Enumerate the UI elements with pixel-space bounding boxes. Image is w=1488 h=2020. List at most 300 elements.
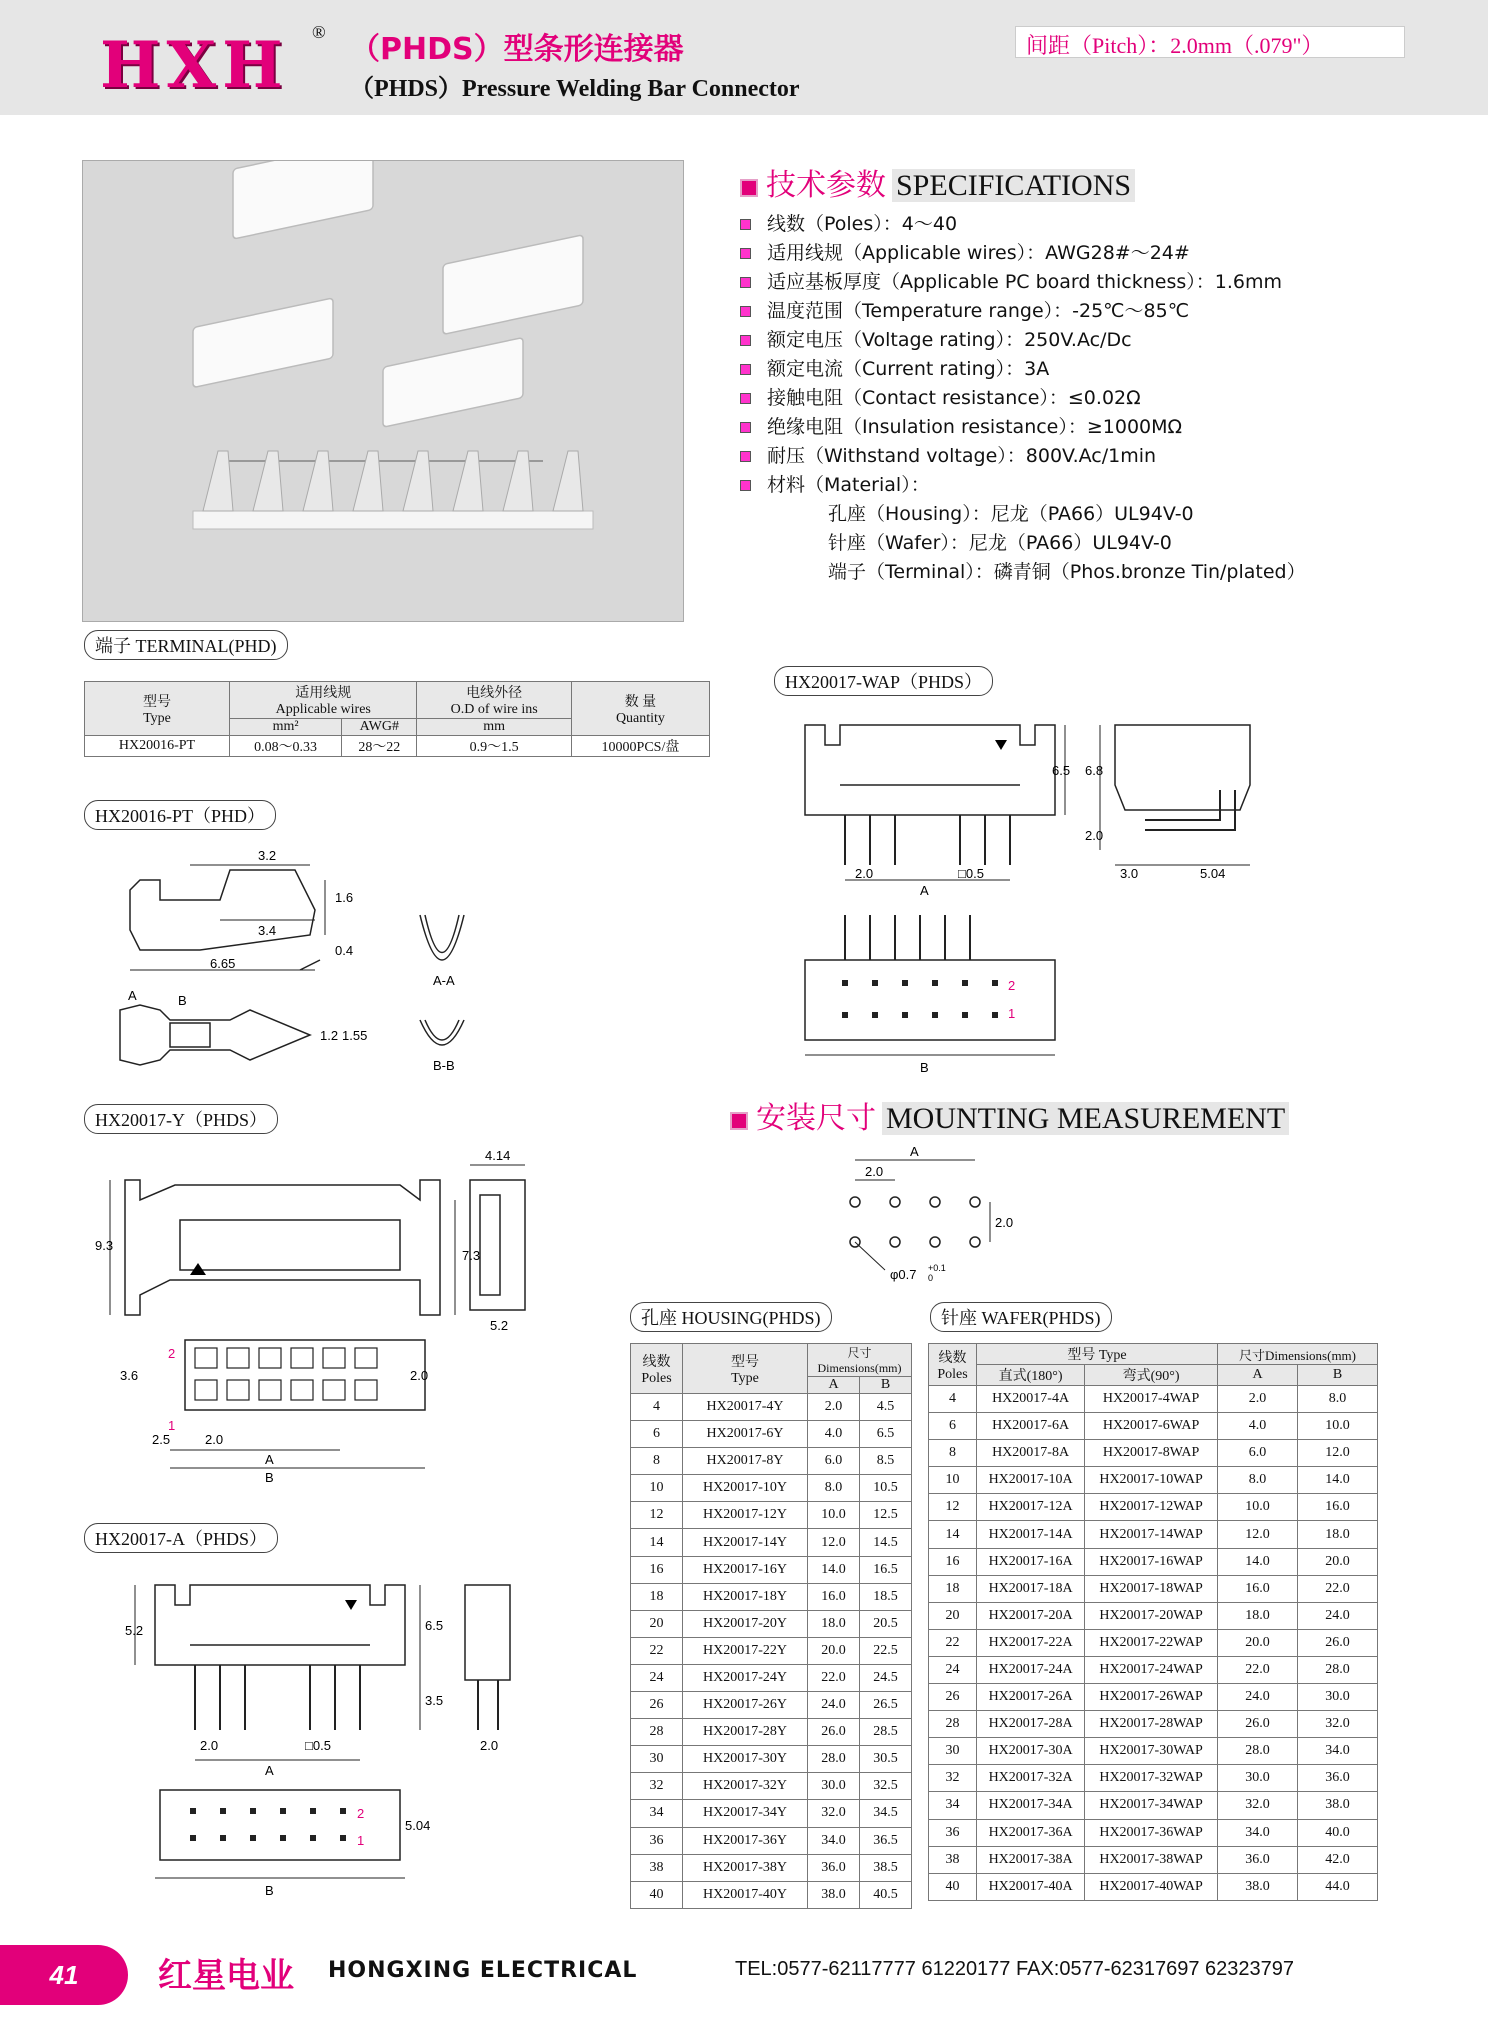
- table-row: [631, 1773, 912, 1800]
- th-poles-cn: 线数: [642, 1354, 671, 1370]
- table-cell: 38: [631, 1854, 683, 1881]
- table-cell: HX20017-32Y: [683, 1773, 808, 1800]
- table-cell: 20.5: [860, 1610, 912, 1637]
- housing-label-cn: 孔座: [641, 1308, 677, 1328]
- table-row: [631, 1854, 912, 1881]
- pin1-triangle-icon: [190, 1263, 206, 1275]
- cell-awg: 28～22: [342, 736, 417, 757]
- dim-6-8: 6.8: [1085, 763, 1104, 778]
- table-cell: 32: [929, 1765, 977, 1792]
- table-cell: 24: [631, 1664, 683, 1691]
- table-row: [929, 1873, 1378, 1900]
- registered-mark: ®: [312, 22, 326, 42]
- table-cell: 42.0: [1298, 1846, 1378, 1873]
- table-row: [929, 1765, 1378, 1792]
- table-cell: 10.0: [1298, 1413, 1378, 1440]
- dim-5-2: 5.2: [490, 1318, 509, 1333]
- dim-3-4: 3.4: [258, 923, 277, 938]
- title-english: （PHDS）Pressure Welding Bar Connector: [350, 76, 800, 102]
- table-row: [929, 1575, 1378, 1602]
- table-cell: 24.0: [1298, 1602, 1378, 1629]
- bullet-icon: [740, 422, 751, 433]
- table-row: [631, 1827, 912, 1854]
- table-cell: 24.5: [860, 1664, 912, 1691]
- material-wafer: 针座（Wafer）：尼龙（PA66）UL94V-0: [828, 532, 1172, 554]
- table-cell: HX20017-32WAP: [1085, 1765, 1218, 1792]
- table-cell: HX20017-6WAP: [1085, 1413, 1218, 1440]
- table-row: [631, 1421, 912, 1448]
- table-row: [929, 1386, 1378, 1413]
- table-cell: 16.5: [860, 1556, 912, 1583]
- table-row: [929, 1413, 1378, 1440]
- dim-6-5: 6.5: [1052, 763, 1071, 778]
- table-row: [929, 1521, 1378, 1548]
- dim-0-4: 0.4: [335, 943, 354, 958]
- table-cell: 30.0: [1298, 1684, 1378, 1711]
- table-cell: 24.0: [1218, 1684, 1298, 1711]
- th-poles: [631, 1344, 683, 1394]
- pin-2: 2: [357, 1806, 365, 1821]
- section-a-a: A-A: [433, 973, 455, 988]
- pin-1: 1: [1008, 1006, 1016, 1021]
- a-drawing-label: HX20017-A（PHDS）: [84, 1523, 278, 1553]
- table-cell: 2.0: [1218, 1386, 1298, 1413]
- housing-drawing: [80, 1140, 550, 1500]
- table-cell: 6.0: [808, 1448, 860, 1475]
- table-cell: HX20017-20A: [977, 1602, 1085, 1629]
- table-cell: HX20017-32A: [977, 1765, 1085, 1792]
- table-cell: HX20017-8WAP: [1085, 1440, 1218, 1467]
- dim-a: A: [910, 1145, 919, 1159]
- table-cell: 28: [929, 1711, 977, 1738]
- table-cell: 30.0: [1218, 1765, 1298, 1792]
- table-cell: 22.5: [860, 1637, 912, 1664]
- table-cell: HX20017-28WAP: [1085, 1711, 1218, 1738]
- table-cell: 26.0: [1218, 1711, 1298, 1738]
- pin-1: 1: [168, 1418, 176, 1433]
- dim-b: B: [265, 1883, 274, 1898]
- th-straight: 直式(180°): [977, 1365, 1085, 1386]
- table-row: [929, 1629, 1378, 1656]
- table-cell: 38.0: [1218, 1873, 1298, 1900]
- table-cell: 6.5: [860, 1421, 912, 1448]
- table-cell: 36: [631, 1827, 683, 1854]
- dim-3-6: 3.6: [120, 1368, 139, 1383]
- housing-table: [630, 1343, 912, 1909]
- dim-9-3: 9.3: [95, 1238, 114, 1253]
- table-cell: HX20017-34Y: [683, 1800, 808, 1827]
- table-row: [929, 1684, 1378, 1711]
- table-cell: 16.0: [1298, 1494, 1378, 1521]
- table-cell: 10.0: [1218, 1494, 1298, 1521]
- table-row: [631, 1719, 912, 1746]
- terminal-table: [84, 681, 710, 757]
- table-cell: 26.0: [808, 1719, 860, 1746]
- table-cell: 8: [631, 1448, 683, 1475]
- table-cell: HX20017-24WAP: [1085, 1656, 1218, 1683]
- table-row: [631, 1692, 912, 1719]
- brand-logo: HXH: [100, 28, 289, 103]
- spec-row: [740, 355, 1306, 384]
- wafer-label-en: WAFER(PHDS): [981, 1308, 1101, 1328]
- table-cell: 34: [631, 1800, 683, 1827]
- table-row: [631, 1529, 912, 1556]
- th-b: B: [860, 1377, 912, 1394]
- th-mm: mm: [417, 719, 571, 736]
- dim-1-6: 1.6: [335, 890, 354, 905]
- table-cell: HX20017-38A: [977, 1846, 1085, 1873]
- mounting-title: [730, 1093, 1289, 1137]
- cell-type: HX20016-PT: [85, 736, 230, 757]
- table-row: [631, 1448, 912, 1475]
- table-cell: HX20017-14WAP: [1085, 1521, 1218, 1548]
- table-cell: 20: [929, 1602, 977, 1629]
- dim-2-0: 2.0: [205, 1432, 224, 1447]
- page-number: 41: [0, 1945, 128, 2005]
- table-cell: HX20017-12A: [977, 1494, 1085, 1521]
- table-cell: 44.0: [1298, 1873, 1378, 1900]
- wafer-table: [928, 1343, 1378, 1901]
- table-cell: 10.0: [808, 1502, 860, 1529]
- dim-6-65: 6.65: [210, 956, 236, 971]
- marker-a: A: [128, 988, 137, 1003]
- th-poles-en: Poles: [641, 1370, 672, 1386]
- dim-pin-0-5: □0.5: [958, 866, 984, 881]
- th-type: [683, 1344, 808, 1394]
- company-name-en: HONGXING ELECTRICAL: [328, 1958, 638, 1983]
- spec-text: 接触电阻（Contact resistance）：≤0.02Ω: [767, 387, 1141, 409]
- table-cell: HX20017-4WAP: [1085, 1386, 1218, 1413]
- table-cell: 12.0: [1298, 1440, 1378, 1467]
- pin1-triangle-icon: [345, 1600, 357, 1610]
- table-cell: 4: [631, 1394, 683, 1421]
- table-cell: 28.5: [860, 1719, 912, 1746]
- table-cell: 38: [929, 1846, 977, 1873]
- bullet-icon: [740, 480, 751, 491]
- table-cell: 20.0: [1298, 1548, 1378, 1575]
- dim-1-55: 1.55: [342, 1028, 368, 1043]
- dim-5-2: 5.2: [125, 1623, 144, 1638]
- th-od: [417, 682, 571, 719]
- th-type: 型号 Type: [977, 1344, 1218, 1365]
- dim-3-2: 3.2: [258, 848, 277, 863]
- table-cell: 32.0: [1298, 1711, 1378, 1738]
- table-cell: HX20017-26Y: [683, 1692, 808, 1719]
- table-cell: HX20017-4A: [977, 1386, 1085, 1413]
- table-row: [631, 1583, 912, 1610]
- company-name-cn: 红星电业: [158, 1956, 294, 1996]
- table-cell: HX20017-16Y: [683, 1556, 808, 1583]
- dim-5-04: 5.04: [405, 1818, 431, 1833]
- table-cell: 32.0: [808, 1800, 860, 1827]
- table-cell: HX20017-10A: [977, 1467, 1085, 1494]
- table-cell: 36: [929, 1819, 977, 1846]
- dim-6-5: 6.5: [425, 1618, 444, 1633]
- table-cell: 4.0: [808, 1421, 860, 1448]
- table-cell: 30.0: [808, 1773, 860, 1800]
- dim-2-5: 2.5: [152, 1432, 171, 1447]
- table-cell: 32: [631, 1773, 683, 1800]
- table-cell: HX20017-26A: [977, 1684, 1085, 1711]
- table-cell: HX20017-8Y: [683, 1448, 808, 1475]
- table-cell: 14.0: [1218, 1548, 1298, 1575]
- table-row: [929, 1494, 1378, 1521]
- table-row: [631, 1556, 912, 1583]
- table-cell: 18: [929, 1575, 977, 1602]
- table-cell: 28.0: [1218, 1738, 1298, 1765]
- cell-mm2: 0.08～0.33: [230, 736, 342, 757]
- th-a: A: [808, 1377, 860, 1394]
- dim-2-0-side: 2.0: [480, 1738, 499, 1753]
- bullet-icon: [740, 393, 751, 404]
- th-wires-cn: 适用线规: [295, 686, 352, 701]
- table-cell: HX20017-26WAP: [1085, 1684, 1218, 1711]
- table-cell: 22: [631, 1637, 683, 1664]
- table-row: [631, 1881, 912, 1908]
- table-cell: 10: [631, 1475, 683, 1502]
- dim-7-3: 7.3: [462, 1248, 481, 1263]
- table-cell: HX20017-16WAP: [1085, 1548, 1218, 1575]
- table-row: [631, 1637, 912, 1664]
- pin-2: 2: [1008, 978, 1016, 993]
- dim-a: A: [265, 1763, 274, 1778]
- bullet-icon: [740, 277, 751, 288]
- bullet-icon: [740, 364, 751, 375]
- table-cell: HX20017-14A: [977, 1521, 1085, 1548]
- bullet-icon: [740, 248, 751, 259]
- th-wires-en: Applicable wires: [275, 702, 371, 717]
- dim-4-14: 4.14: [485, 1148, 511, 1163]
- dim-1-2: 1.2: [320, 1028, 339, 1043]
- dim-3-0: 3.0: [1120, 866, 1139, 881]
- table-row: [631, 1475, 912, 1502]
- table-cell: HX20017-18WAP: [1085, 1575, 1218, 1602]
- marker-b: B: [178, 993, 187, 1008]
- th-type-en: Type: [143, 710, 171, 726]
- table-cell: 22.0: [808, 1664, 860, 1691]
- dim-2-0: 2.0: [200, 1738, 219, 1753]
- table-cell: HX20017-36WAP: [1085, 1819, 1218, 1846]
- th-dims: 尺寸Dimensions(mm): [808, 1344, 912, 1377]
- product-photo: [82, 160, 684, 622]
- specifications-title-en: SPECIFICATIONS: [892, 169, 1135, 202]
- table-cell: 12: [929, 1494, 977, 1521]
- table-cell: 14: [929, 1521, 977, 1548]
- table-cell: 36.0: [808, 1854, 860, 1881]
- table-cell: 14.0: [1298, 1467, 1378, 1494]
- table-cell: HX20017-10WAP: [1085, 1467, 1218, 1494]
- spec-text: 材料（Material）：: [767, 474, 930, 496]
- table-cell: 28.0: [808, 1746, 860, 1773]
- table-cell: HX20017-36Y: [683, 1827, 808, 1854]
- table-cell: HX20017-22A: [977, 1629, 1085, 1656]
- spec-row: [740, 384, 1306, 413]
- table-cell: 6.0: [1218, 1440, 1298, 1467]
- table-cell: 32.0: [1218, 1792, 1298, 1819]
- table-cell: HX20017-30Y: [683, 1746, 808, 1773]
- spec-row: [740, 326, 1306, 355]
- table-cell: 40.5: [860, 1881, 912, 1908]
- wafer-label-cn: 针座: [941, 1308, 977, 1328]
- table-cell: 8.5: [860, 1448, 912, 1475]
- table-cell: 36.0: [1298, 1765, 1378, 1792]
- table-cell: 24: [929, 1656, 977, 1683]
- table-row: [929, 1792, 1378, 1819]
- th-a: A: [1218, 1365, 1298, 1386]
- th-awg: AWG#: [342, 719, 417, 736]
- dim-a: A: [265, 1452, 274, 1467]
- hole-tolerance-zero: 0: [928, 1273, 934, 1283]
- hole-diameter: φ0.7: [890, 1267, 917, 1282]
- mounting-title-en: MOUNTING MEASUREMENT: [882, 1102, 1289, 1135]
- table-cell: HX20017-6A: [977, 1413, 1085, 1440]
- table-cell: 28: [631, 1719, 683, 1746]
- table-cell: 30: [631, 1746, 683, 1773]
- dim-2-0: 2.0: [855, 866, 874, 881]
- table-cell: 36.5: [860, 1827, 912, 1854]
- table-cell: 40: [631, 1881, 683, 1908]
- specifications-title-cn: 技术参数: [766, 168, 886, 203]
- th-poles-cn: 线数: [938, 1350, 967, 1366]
- table-cell: 34.5: [860, 1800, 912, 1827]
- table-row: [631, 1394, 912, 1421]
- table-cell: HX20017-28A: [977, 1711, 1085, 1738]
- table-cell: 4: [929, 1386, 977, 1413]
- specifications-title: [740, 160, 1135, 204]
- table-cell: HX20017-16A: [977, 1548, 1085, 1575]
- th-wires: [230, 682, 417, 719]
- spec-text: 适用线规（Applicable wires）：AWG28#～24#: [767, 242, 1190, 264]
- table-cell: HX20017-34A: [977, 1792, 1085, 1819]
- table-cell: 26: [929, 1684, 977, 1711]
- product-photo-illustration: [83, 161, 683, 621]
- table-cell: HX20017-4Y: [683, 1394, 808, 1421]
- pin-1: 1: [357, 1833, 365, 1848]
- table-row: [929, 1819, 1378, 1846]
- table-cell: HX20017-6Y: [683, 1421, 808, 1448]
- table-cell: 6: [631, 1421, 683, 1448]
- table-cell: HX20017-22Y: [683, 1637, 808, 1664]
- table-cell: 24.0: [808, 1692, 860, 1719]
- th-qty: [571, 682, 709, 736]
- table-cell: HX20017-14Y: [683, 1529, 808, 1556]
- table-cell: HX20017-10Y: [683, 1475, 808, 1502]
- table-cell: 40: [929, 1873, 977, 1900]
- terminal-drawing: [80, 840, 500, 1100]
- th-type: [85, 682, 230, 736]
- table-cell: HX20017-22WAP: [1085, 1629, 1218, 1656]
- wap-drawing-label: HX20017-WAP（PHDS）: [774, 666, 993, 696]
- table-cell: 38.0: [808, 1881, 860, 1908]
- pin-2: 2: [168, 1346, 176, 1361]
- dim-2-0-v: 2.0: [410, 1368, 429, 1383]
- spec-row: [740, 442, 1306, 471]
- table-cell: 38.5: [860, 1854, 912, 1881]
- bullet-icon: [740, 219, 751, 230]
- table-cell: HX20017-18Y: [683, 1583, 808, 1610]
- bullet-icon: [740, 335, 751, 346]
- table-cell: HX20017-12WAP: [1085, 1494, 1218, 1521]
- spec-text: 额定电流（Current rating）：3A: [767, 358, 1050, 380]
- table-cell: 30: [929, 1738, 977, 1765]
- table-cell: 34.0: [1298, 1738, 1378, 1765]
- table-cell: 22.0: [1298, 1575, 1378, 1602]
- table-cell: 14.5: [860, 1529, 912, 1556]
- spec-text: 耐压（Withstand voltage）：800V.Ac/1min: [767, 445, 1157, 467]
- th-mm2: mm²: [230, 719, 342, 736]
- th-od-cn: 电线外径: [466, 686, 523, 701]
- table-cell: 18: [631, 1583, 683, 1610]
- dim-2-0-v: 2.0: [1085, 828, 1104, 843]
- mounting-drawing: [840, 1145, 1020, 1285]
- table-cell: 26.0: [1298, 1629, 1378, 1656]
- th-type-cn: 型号: [731, 1354, 759, 1370]
- table-cell: 14.0: [808, 1556, 860, 1583]
- table-cell: HX20017-40WAP: [1085, 1873, 1218, 1900]
- spec-text: 额定电压（Voltage rating）：250V.Ac/Dc: [767, 329, 1132, 351]
- table-cell: HX20017-8A: [977, 1440, 1085, 1467]
- table-cell: 22: [929, 1629, 977, 1656]
- table-cell: 28.0: [1298, 1656, 1378, 1683]
- housing-table-label: [630, 1302, 832, 1332]
- table-cell: 34: [929, 1792, 977, 1819]
- table-row: [631, 1664, 912, 1691]
- spec-text: 绝缘电阻（Insulation resistance）：≥1000MΩ: [767, 416, 1183, 438]
- hole-tolerance: +0.1: [928, 1263, 946, 1273]
- table-cell: 36.0: [1218, 1846, 1298, 1873]
- bullet-icon: [740, 451, 751, 462]
- spec-row: [740, 413, 1306, 442]
- table-cell: 12.0: [808, 1529, 860, 1556]
- table-cell: 34.0: [1218, 1819, 1298, 1846]
- table-cell: HX20017-24Y: [683, 1664, 808, 1691]
- table-cell: 16.0: [1218, 1575, 1298, 1602]
- pin1-triangle-icon: [995, 740, 1007, 750]
- spec-row: [740, 210, 1306, 239]
- table-row: [631, 1502, 912, 1529]
- y-drawing-label: HX20017-Y（PHDS）: [84, 1104, 278, 1134]
- table-cell: 32.5: [860, 1773, 912, 1800]
- table-row: [929, 1440, 1378, 1467]
- table-cell: HX20017-36A: [977, 1819, 1085, 1846]
- spec-text: 温度范围（Temperature range）：-25℃～85℃: [767, 300, 1190, 322]
- dim-b: B: [265, 1470, 274, 1485]
- table-cell: 26: [631, 1692, 683, 1719]
- table-row: [929, 1467, 1378, 1494]
- table-cell: 12.0: [1218, 1521, 1298, 1548]
- table-cell: HX20017-24A: [977, 1656, 1085, 1683]
- table-cell: 10: [929, 1467, 977, 1494]
- table-cell: 18.0: [808, 1610, 860, 1637]
- wafer-table-label: [930, 1302, 1112, 1332]
- housing-label-en: HOUSING(PHDS): [681, 1308, 821, 1328]
- table-cell: 22.0: [1218, 1656, 1298, 1683]
- table-cell: 18.5: [860, 1583, 912, 1610]
- th-type-en: Type: [731, 1370, 759, 1386]
- table-row: [631, 1610, 912, 1637]
- table-row: [929, 1846, 1378, 1873]
- cell-od: 0.9～1.5: [417, 736, 571, 757]
- dim-3-5: 3.5: [425, 1693, 444, 1708]
- table-cell: 20.0: [1218, 1629, 1298, 1656]
- table-row: [929, 1711, 1378, 1738]
- table-cell: HX20017-18A: [977, 1575, 1085, 1602]
- pt-drawing-label: HX20016-PT（PHD）: [84, 800, 276, 830]
- table-cell: HX20017-28Y: [683, 1719, 808, 1746]
- table-cell: 38.0: [1298, 1792, 1378, 1819]
- table-row: [631, 1746, 912, 1773]
- section-b-b: B-B: [433, 1058, 455, 1073]
